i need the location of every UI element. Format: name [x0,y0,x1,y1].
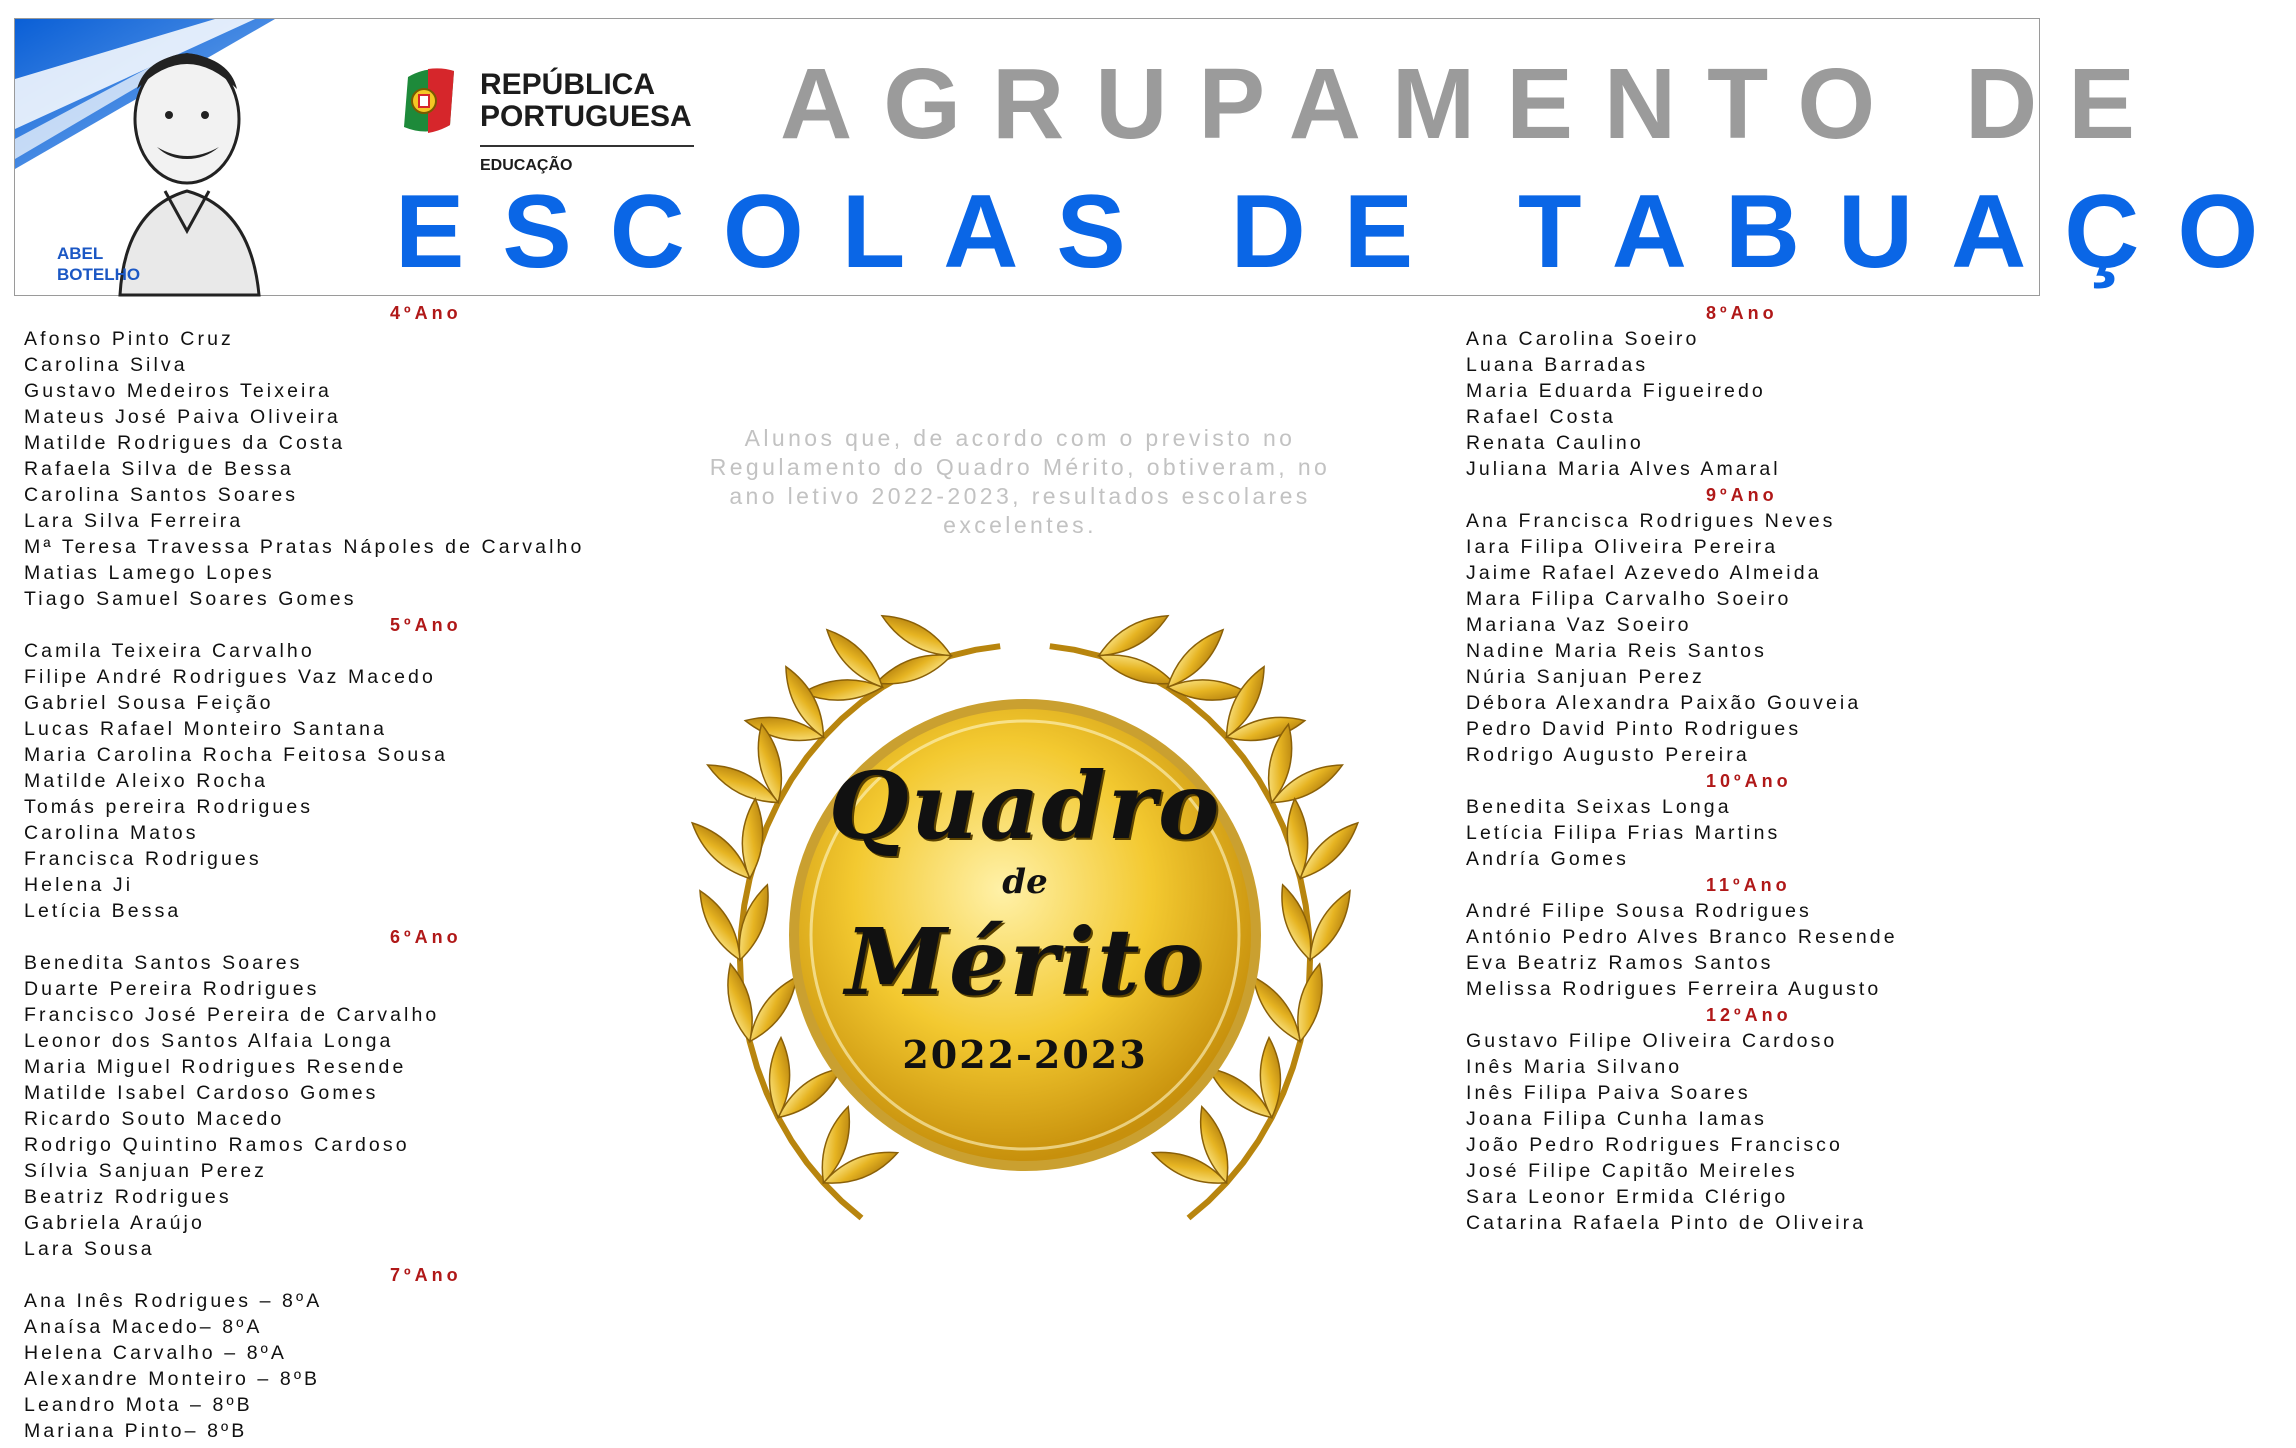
student-name: Lara Sousa [24,1238,155,1260]
student-name: Maria Carolina Rocha Feitosa Sousa [24,744,449,766]
merit-emblem [640,630,1410,1310]
emblem-title-merito: Mérito [845,908,1205,1016]
student-name: Tiago Samuel Soares Gomes [24,588,357,610]
student-name: Tomás pereira Rodrigues [24,796,314,818]
student-name: Matilde Rodrigues da Costa [24,432,346,454]
student-name: Afonso Pinto Cruz [24,328,234,350]
student-name: Mara Filipa Carvalho Soeiro [1466,588,1792,610]
student-name: Leandro Mota – 8ºB [24,1394,253,1416]
student-name: Mª Teresa Travessa Pratas Nápoles de Carvalho [24,536,585,558]
grade-heading: 11ºAno [1706,875,1791,895]
government-name: REPÚBLICA PORTUGUESA [480,68,692,133]
title-line-1: AGRUPAMENTO DE [780,48,2166,160]
student-name: Jaime Rafael Azevedo Almeida [1466,562,1822,584]
student-name: João Pedro Rodrigues Francisco [1466,1134,1843,1156]
student-name: Rafael Costa [1466,406,1616,428]
student-name: Ana Inês Rodrigues – 8ºA [24,1290,323,1312]
student-name: Melissa Rodrigues Ferreira Augusto [1466,978,1882,1000]
student-name: Sílvia Sanjuan Perez [24,1160,268,1182]
student-name: Benedita Seixas Longa [1466,796,1732,818]
student-name: Andría Gomes [1466,848,1629,870]
student-name: Francisco José Pereira de Carvalho [24,1004,440,1026]
student-name: Lucas Rafael Monteiro Santana [24,718,388,740]
student-name: Pedro David Pinto Rodrigues [1466,718,1802,740]
grade-heading: 10ºAno [1706,771,1792,791]
grade-heading: 8ºAno [1706,303,1778,323]
student-name: Gabriela Araújo [24,1212,205,1234]
student-name: Luana Barradas [1466,354,1649,376]
student-name: André Filipe Sousa Rodrigues [1466,900,1812,922]
emblem-year: 2022-2023 [902,1032,1148,1077]
student-name: Letícia Bessa [24,900,182,922]
student-name: Inês Filipa Paiva Soares [1466,1082,1751,1104]
student-name: Matilde Isabel Cardoso Gomes [24,1082,379,1104]
intro-text: Alunos que, de acordo com o previsto no Regulamento do Quadro Mérito, obtiveram, no ano letivo 2022-2023, resultados escolares excelentes. [709,425,1331,538]
student-name: Carolina Silva [24,354,188,376]
student-name: Inês Maria Silvano [1466,1056,1683,1078]
patron-portrait [15,19,275,295]
grade-heading: 6ºAno [390,927,462,947]
student-name: Gabriel Sousa Feição [24,692,274,714]
student-name: Duarte Pereira Rodrigues [24,978,320,1000]
student-name: Maria Miguel Rodrigues Resende [24,1056,407,1078]
grade-heading: 12ºAno [1706,1005,1792,1025]
student-name: Carolina Matos [24,822,199,844]
student-name: António Pedro Alves Branco Resende [1466,926,1898,948]
student-name: Iara Filipa Oliveira Pereira [1466,536,1779,558]
student-name: Débora Alexandra Paixão Gouveia [1466,692,1862,714]
logo-divider [480,145,694,147]
student-name: José Filipe Capitão Meireles [1466,1160,1798,1182]
student-name: Beatriz Rodrigues [24,1186,232,1208]
emblem-title-de: de [1002,862,1048,902]
student-name: Renata Caulino [1466,432,1644,454]
student-name: Nadine Maria Reis Santos [1466,640,1767,662]
ministry-name: EDUCAÇÃO [480,157,573,174]
header-banner [14,18,2296,296]
grade-heading: 9ºAno [1706,485,1778,505]
student-name: Anaísa Macedo– 8ºA [24,1316,263,1338]
student-name: Mariana Vaz Soeiro [1466,614,1692,636]
student-name: Helena Ji [24,874,134,896]
student-name: Matilde Aleixo Rocha [24,770,269,792]
government-logo [398,47,718,187]
student-name: Helena Carvalho – 8ºA [24,1342,288,1364]
student-name: Gustavo Medeiros Teixeira [24,380,332,402]
portugal-shield-icon [398,65,458,137]
student-name: Mateus José Paiva Oliveira [24,406,341,428]
student-name: Alexandre Monteiro – 8ºB [24,1368,321,1390]
student-name: Ricardo Souto Macedo [24,1108,285,1130]
patron-name-label: ABEL BOTELHO [57,244,141,284]
student-name: Mariana Pinto– 8ºB [24,1420,248,1442]
student-name: Letícia Filipa Frias Martins [1466,822,1781,844]
student-name: Camila Teixeira Carvalho [24,640,315,662]
student-name: Eva Beatriz Ramos Santos [1466,952,1774,974]
grade-heading: 5ºAno [390,615,462,635]
student-name: Rodrigo Augusto Pereira [1466,744,1750,766]
student-name: Francisca Rodrigues [24,848,262,870]
title-line-2: ESCOLAS DE TABUAÇO [395,174,2296,290]
student-name: Juliana Maria Alves Amaral [1466,458,1781,480]
left-student-column [24,300,664,1444]
student-name: Maria Eduarda Figueiredo [1466,380,1766,402]
grade-heading: 4ºAno [390,303,462,323]
grade-heading: 7ºAno [390,1265,462,1285]
student-name: Sara Leonor Ermida Clérigo [1466,1186,1789,1208]
student-name: Lara Silva Ferreira [24,510,244,532]
right-student-column [1466,300,2006,1236]
student-name: Rodrigo Quintino Ramos Cardoso [24,1134,410,1156]
student-name: Carolina Santos Soares [24,484,299,506]
student-name: Núria Sanjuan Perez [1466,666,1705,688]
student-name: Rafaela Silva de Bessa [24,458,294,480]
student-name: Leonor dos Santos Alfaia Longa [24,1030,394,1052]
emblem-title-quadro: Quadro [828,752,1222,860]
student-name: Benedita Santos Soares [24,952,303,974]
student-name: Joana Filipa Cunha Iamas [1466,1108,1767,1130]
student-name: Catarina Rafaela Pinto de Oliveira [1466,1212,1867,1234]
student-name: Ana Carolina Soeiro [1466,328,1700,350]
student-name: Matias Lamego Lopes [24,562,275,584]
student-name: Filipe André Rodrigues Vaz Macedo [24,666,436,688]
student-name: Ana Francisca Rodrigues Neves [1466,510,1836,532]
student-name: Gustavo Filipe Oliveira Cardoso [1466,1030,1838,1052]
